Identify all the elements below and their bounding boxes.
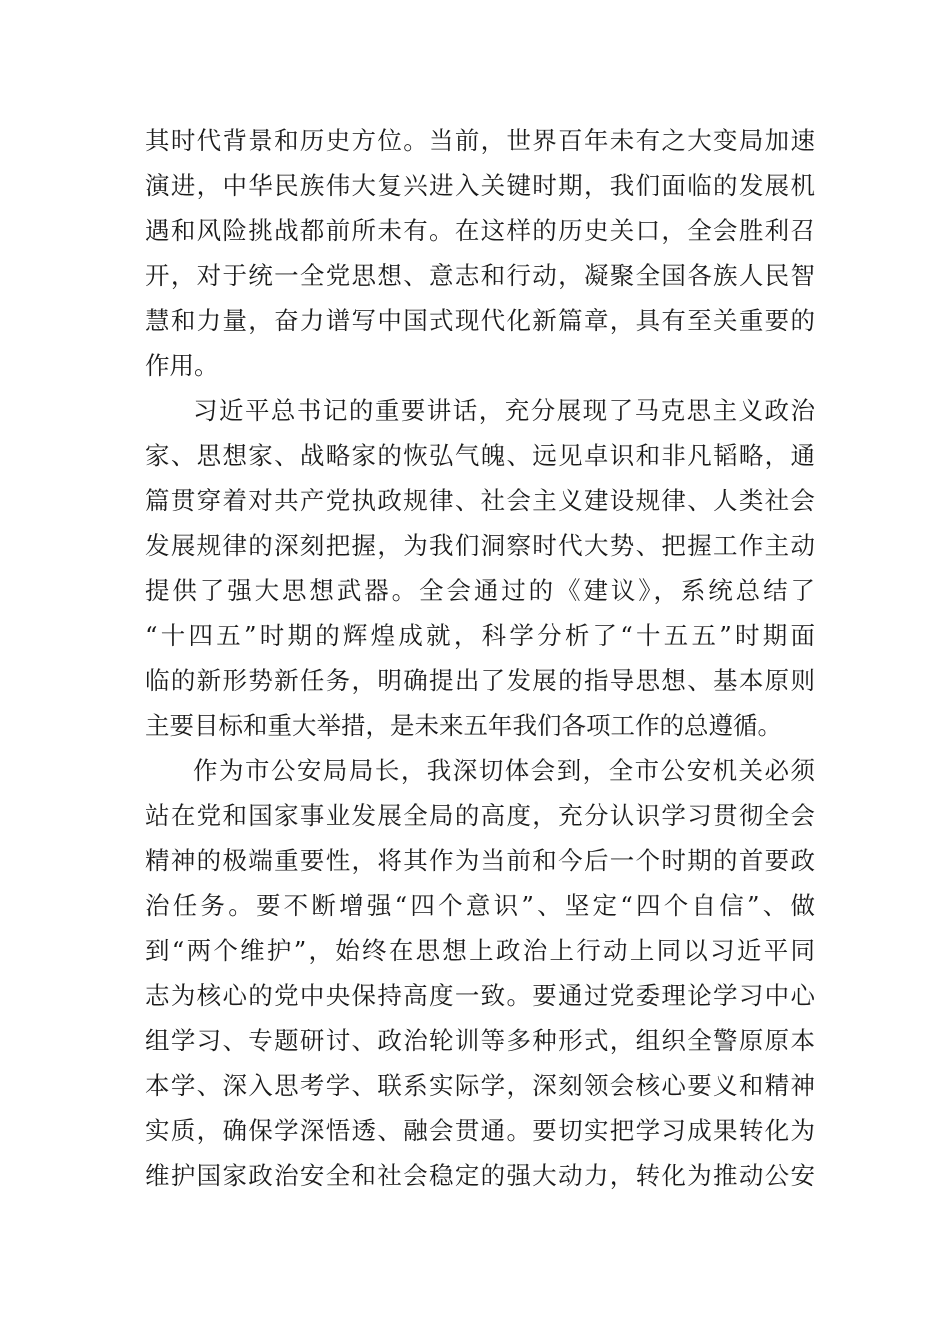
text-line: 志为核心的党中央保持高度一致。要通过党委理论学习中心 — [145, 981, 815, 1010]
text-line: 发展规律的深刻把握，为我们洞察时代大势、把握工作主动 — [145, 531, 815, 560]
paragraph-start-line: 习近平总书记的重要讲话，充分展现了马克思主义政治 — [193, 396, 815, 425]
text-line: 站在党和国家事业发展全局的高度，充分认识学习贯彻全会 — [145, 801, 815, 830]
text-line: 本学、深入思考学、联系实际学，深刻领会核心要义和精神 — [145, 1071, 815, 1100]
text-line: 临的新形势新任务，明确提出了发展的指导思想、基本原则 — [145, 666, 815, 695]
text-line: 主要目标和重大举措，是未来五年我们各项工作的总遵循。 — [145, 711, 782, 740]
text-line: 开，对于统一全党思想、意志和行动，凝聚全国各族人民智 — [145, 261, 815, 290]
text-line: 维护国家政治安全和社会稳定的强大动力，转化为推动公安 — [145, 1161, 815, 1190]
paragraph-start-line: 作为市公安局局长，我深切体会到，全市公安机关必须 — [193, 756, 815, 785]
text-line: 篇贯穿着对共产党执政规律、社会主义建设规律、人类社会 — [145, 486, 815, 515]
text-line: 慧和力量，奋力谱写中国式现代化新篇章，具有至关重要的 — [145, 306, 815, 335]
text-line: 遇和风险挑战都前所未有。在这样的历史关口，全会胜利召 — [145, 216, 815, 245]
text-line: 实质，确保学深悟透、融会贯通。要切实把学习成果转化为 — [145, 1116, 815, 1145]
text-line: 提供了强大思想武器。全会通过的《建议》，系统总结了 — [145, 576, 815, 605]
text-line: “十四五”时期的辉煌成就，科学分析了“十五五”时期面 — [145, 621, 815, 650]
text-line: 其时代背景和历史方位。当前，世界百年未有之大变局加速 — [145, 126, 815, 155]
text-line: 治任务。要不断增强“四个意识”、坚定“四个自信”、做 — [145, 891, 815, 920]
text-line: 家、思想家、战略家的恢弘气魄、远见卓识和非凡韬略，通 — [145, 441, 815, 470]
text-line: 作用。 — [145, 351, 219, 380]
text-line: 到“两个维护”，始终在思想上政治上行动上同以习近平同 — [145, 936, 815, 965]
text-line: 精神的极端重要性，将其作为当前和今后一个时期的首要政 — [145, 846, 815, 875]
text-line: 组学习、专题研讨、政治轮训等多种形式，组织全警原原本 — [145, 1026, 815, 1055]
text-line: 演进，中华民族伟大复兴进入关键时期，我们面临的发展机 — [145, 171, 815, 200]
